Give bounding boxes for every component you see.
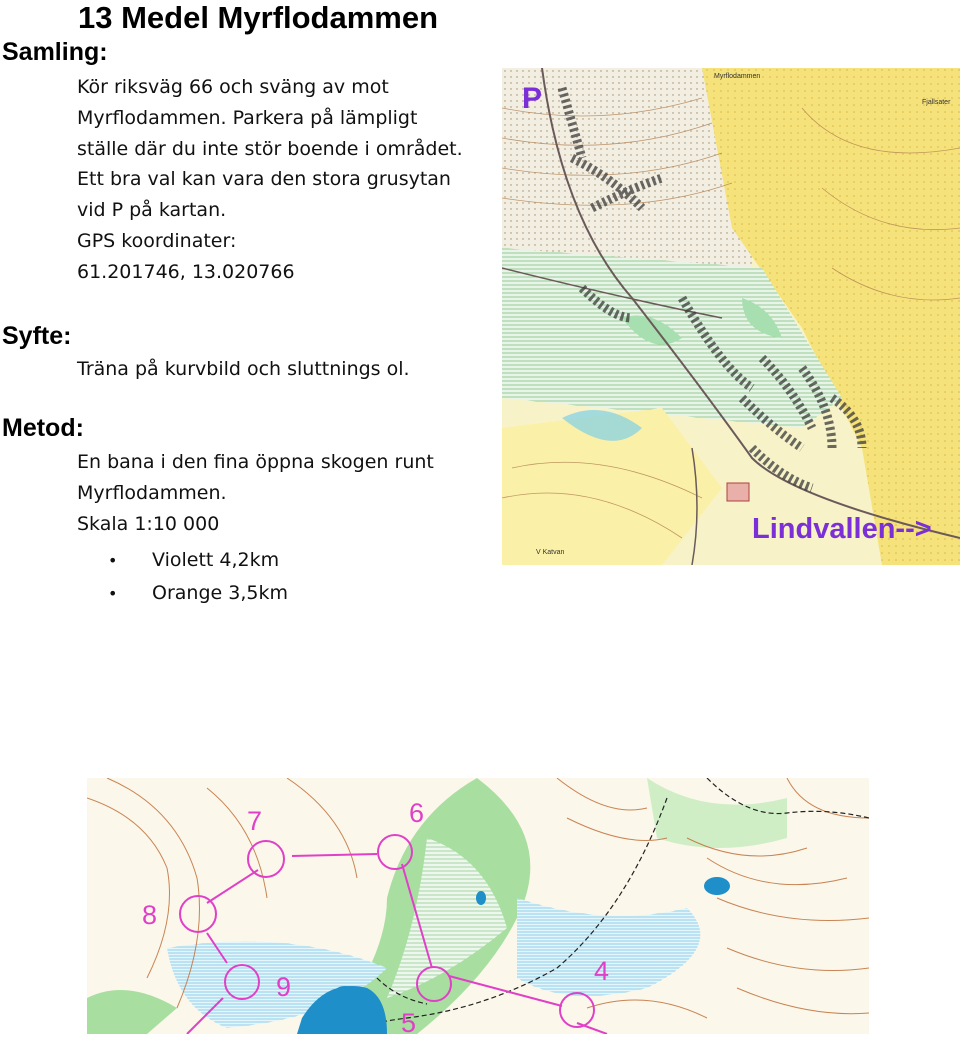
course-list (108, 544, 288, 610)
control-number: 6 (409, 798, 425, 828)
samling-line: Myrflodammen. Parkera på lämpligt (77, 106, 418, 129)
map-label: Myrflodammen (714, 73, 761, 80)
metod-line: Myrflodammen. (77, 481, 227, 504)
samling-line: ställe där du inte stör boende i området. (77, 137, 463, 160)
map-label: Fjallsater (922, 99, 951, 106)
overview-map (502, 68, 960, 565)
course-violet: Violett 4,2km (152, 549, 280, 571)
gps-coordinates: 61.201746, 13.020766 (77, 260, 295, 283)
scale-text: Skala 1:10 000 (77, 512, 220, 535)
syfte-line: Träna på kurvbild och sluttnings ol. (77, 358, 410, 380)
syfte-heading: Syfte: (2, 322, 72, 350)
lindvallen-label: Lindvallen--> (752, 513, 932, 545)
metod-heading: Metod: (2, 414, 84, 442)
control-number: 5 (401, 1008, 417, 1034)
page-title: 13 Medel Myrflodammen (78, 0, 439, 35)
course-item: • Orange 3,5km (108, 582, 288, 604)
samling-line: Kör riksväg 66 och sväng av mot (77, 76, 389, 98)
parking-label: P (522, 82, 543, 115)
course-orange: Orange 3,5km (152, 582, 288, 604)
course-item: • Violett 4,2km (108, 549, 280, 571)
samling-heading: Samling: (2, 38, 108, 66)
control-number: 8 (142, 900, 158, 930)
gps-label: GPS koordinater: (77, 229, 237, 252)
samling-text (77, 72, 463, 288)
samling-line: vid P på kartan. (77, 199, 227, 222)
metod-line: En bana i den fina öppna skogen runt (77, 451, 434, 473)
control-number: 7 (247, 806, 263, 836)
syfte-text (77, 354, 410, 385)
control-number: 9 (276, 972, 292, 1002)
metod-text (77, 447, 434, 539)
course-map (87, 778, 869, 1034)
control-number: 4 (594, 956, 610, 986)
map-label: V Katvan (536, 549, 565, 556)
samling-line: Ett bra val kan vara den stora grusytan (77, 168, 451, 191)
